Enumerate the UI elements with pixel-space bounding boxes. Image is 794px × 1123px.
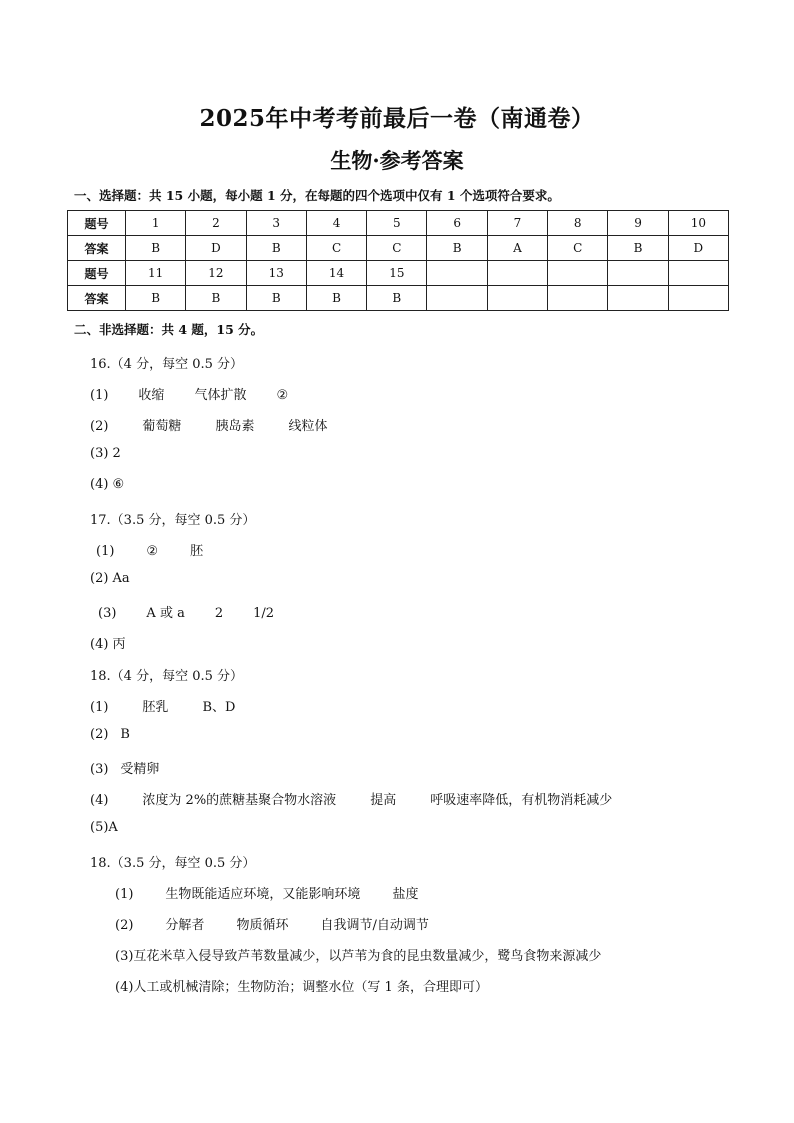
row-label: 答案: [68, 236, 126, 261]
question-number: 2: [186, 211, 246, 236]
answer-cell: D: [668, 236, 728, 261]
part-number: (1): [96, 544, 115, 559]
answer-text: ②: [146, 544, 159, 559]
question-number: 10: [668, 211, 728, 236]
question-number: 11: [126, 261, 186, 286]
answer-cell: [427, 286, 487, 311]
section-1-heading: 一、选择题：共 15 小题，每小题 1 分，在每题的四个选项中仅有 1 个选项符合要求。: [74, 188, 560, 203]
row-label: 答案: [68, 286, 126, 311]
answer-text: 胰岛素: [215, 419, 255, 434]
answer-cell: B: [186, 286, 246, 311]
answer-text: B、D: [202, 700, 236, 715]
question-number: 12: [186, 261, 246, 286]
q18-header: 18.（4 分，每空 0.5 分）: [90, 669, 244, 684]
q17-part2: (2) Aa: [90, 571, 130, 586]
answer-cell: B: [246, 236, 306, 261]
answer-text: 气体扩散: [194, 388, 247, 403]
answer-cell: B: [246, 286, 306, 311]
question-number: [427, 261, 487, 286]
answer-text: ②: [276, 388, 289, 403]
q17-part1: [96, 540, 203, 559]
question-number: 8: [548, 211, 608, 236]
question-number: 3: [246, 211, 306, 236]
answer-text: 收缩: [138, 388, 165, 403]
part-number: (2): [90, 419, 109, 434]
q18-part3: [90, 758, 159, 777]
answer-cell: B: [126, 236, 186, 261]
q17-part3: [98, 602, 274, 621]
part-number: (1): [90, 700, 109, 715]
answer-cell: A: [487, 236, 547, 261]
answer-cell: [487, 286, 547, 311]
question-number: [668, 261, 728, 286]
q16-part2: [90, 415, 327, 434]
question-number: 5: [367, 211, 427, 236]
question-number: [487, 261, 547, 286]
page-subtitle: 生物·参考答案: [330, 148, 464, 173]
choice-answer-table: [67, 210, 729, 311]
q16-part4: (4) ⑥: [90, 477, 125, 492]
answer-cell: D: [186, 236, 246, 261]
question-number: 4: [306, 211, 366, 236]
question-number: 14: [306, 261, 366, 286]
question-number: 7: [487, 211, 547, 236]
page-title: 2025年中考考前最后一卷（南通卷）: [199, 105, 595, 132]
q19-part4: (4)人工或机械清除；生物防治；调整水位（写 1 条，合理即可）: [115, 980, 488, 995]
part-number: (3): [98, 606, 117, 621]
question-number: 9: [608, 211, 668, 236]
answer-cell: [548, 286, 608, 311]
answer-text: 2: [214, 606, 224, 621]
answer-text: 提高: [370, 793, 397, 808]
answer-text: 分解者: [165, 918, 205, 933]
part-number: (2): [90, 727, 109, 742]
answer-cell: B: [126, 286, 186, 311]
part-number: (1): [90, 388, 109, 403]
answer-text: A 或 a: [146, 606, 185, 621]
row-label: 题号: [68, 211, 126, 236]
answer-text: 生物既能适应环境，又能影响环境: [165, 887, 361, 902]
answer-cell: B: [306, 286, 366, 311]
question-number: 13: [246, 261, 306, 286]
answer-text: 呼吸速率降低，有机物消耗减少: [430, 793, 613, 808]
answer-cell: B: [608, 236, 668, 261]
table-row: [68, 286, 729, 311]
answer-cell: C: [548, 236, 608, 261]
answer-text: 受精卵: [120, 762, 160, 777]
question-number: [608, 261, 668, 286]
part-number: (1): [115, 887, 134, 902]
answer-text: 1/2: [253, 606, 275, 621]
answer-text: 线粒体: [288, 419, 328, 434]
q19-header: 18.（3.5 分，每空 0.5 分）: [90, 856, 256, 871]
answer-cell: [608, 286, 668, 311]
question-number: 6: [427, 211, 487, 236]
answer-text: 盐度: [392, 887, 419, 902]
q19-part2: [115, 914, 429, 933]
answer-text: 胚乳: [142, 700, 169, 715]
q18-part1: [90, 696, 235, 715]
answer-text: B: [120, 727, 130, 742]
q19-part3: (3)互花米草入侵导致芦苇数量减少，以芦苇为食的昆虫数量减少，鹭鸟食物来源减少: [115, 949, 602, 964]
answer-cell: B: [427, 236, 487, 261]
q18-part4: [90, 789, 612, 808]
answer-text: 胚: [190, 544, 204, 559]
question-number: 15: [367, 261, 427, 286]
section-2-heading: 二、非选择题：共 4 题，15 分。: [74, 322, 264, 337]
part-number: (4): [90, 793, 109, 808]
table-row: [68, 236, 729, 261]
q18-part2: [90, 727, 130, 742]
part-number: (2): [115, 918, 134, 933]
answer-text: 葡萄糖: [142, 419, 182, 434]
part-number: (3): [90, 762, 109, 777]
answer-cell: B: [367, 286, 427, 311]
q16-header: 16.（4 分，每空 0.5 分）: [90, 357, 244, 372]
answer-text: 物质循环: [236, 918, 289, 933]
table-row: [68, 211, 729, 236]
answer-cell: [668, 286, 728, 311]
q18-part5: (5)A: [90, 820, 118, 835]
q16-part1: [90, 384, 288, 403]
answer-cell: C: [367, 236, 427, 261]
row-label: 题号: [68, 261, 126, 286]
answer-text: 浓度为 2%的蔗糖基聚合物水溶液: [142, 793, 337, 808]
table-row: [68, 261, 729, 286]
q17-header: 17.（3.5 分，每空 0.5 分）: [90, 513, 256, 528]
q19-part1: [115, 883, 418, 902]
question-number: 1: [126, 211, 186, 236]
q16-part3: (3) 2: [90, 446, 121, 461]
question-number: [548, 261, 608, 286]
answer-cell: C: [306, 236, 366, 261]
q17-part4: (4) 丙: [90, 637, 126, 652]
answer-text: 自我调节/自动调节: [320, 918, 429, 933]
